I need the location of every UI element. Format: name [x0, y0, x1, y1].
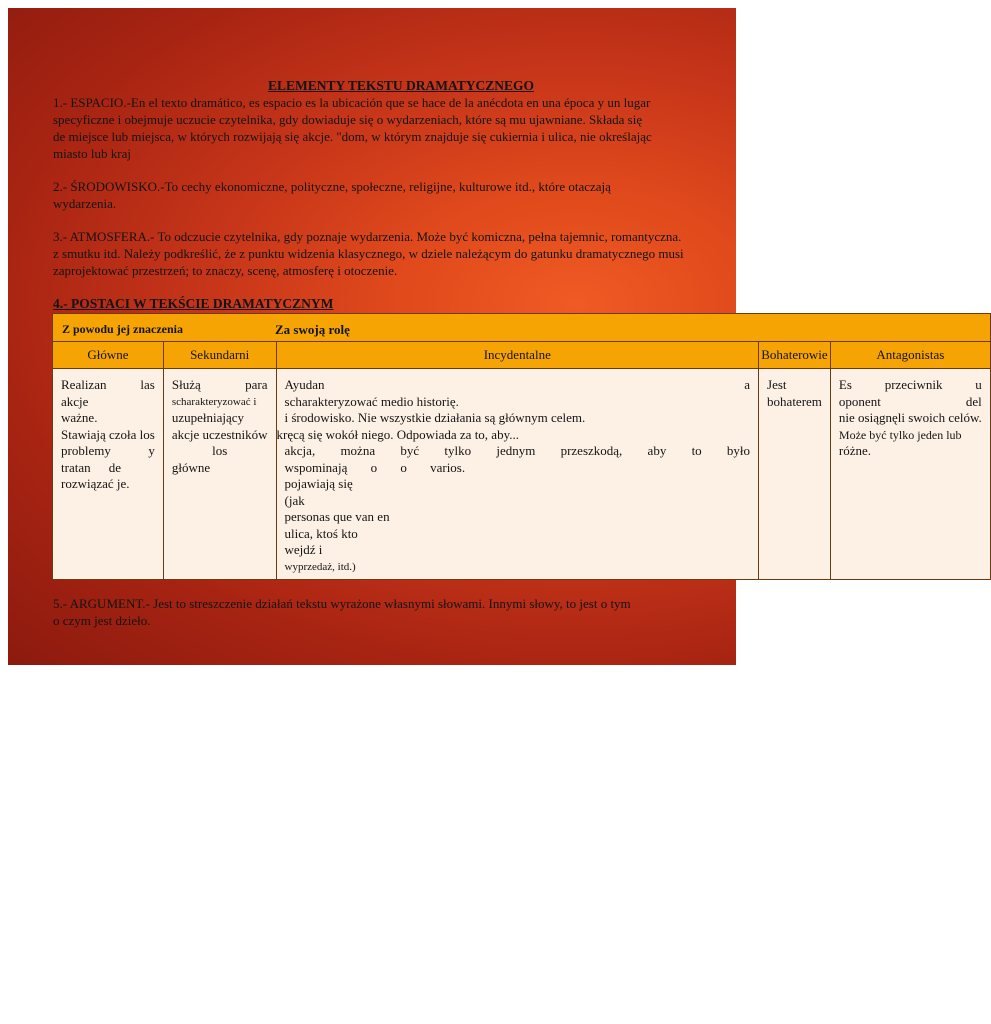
document-title: ELEMENTY TEKSTU DRAMATYCZNEGO	[268, 78, 535, 93]
cell-incydentalne-line: Ayudan a	[284, 377, 751, 392]
group-importance-label: Z powodu jej znaczenia	[62, 322, 183, 336]
cell-glowne-line: rozwiązać je.	[61, 476, 130, 491]
cell-glowne-line: Realizan las	[61, 377, 155, 392]
cell-sekundarni-line: scharakteryzować i	[171, 395, 257, 408]
cell-bohaterowie-line: Jest bohaterem	[767, 377, 822, 409]
cell-antagonistas-line: różne.	[838, 443, 872, 458]
cell-antagonistas-line: nie osiągnęli swoich celów.	[838, 410, 982, 425]
cell-glowne-line: Stawiają czoła los	[61, 426, 155, 442]
cell-antagonistas-line: Es przeciwnik u	[838, 377, 982, 392]
cell-sekundarni-line: uzupełniający	[171, 410, 245, 425]
table-row	[53, 369, 991, 580]
cell-glowne-line: tratan de	[61, 459, 121, 475]
section3-line1: 3.- ATMOSFERA.- To odczucie czytelnika, gdy poznaje wydarzenia. Może być komiczna, pełna tajemnic, romantyczna.	[53, 229, 682, 244]
cell-incydentalne-line: i środowisko. Nie wszystkie działania są głównym celem.	[284, 410, 586, 425]
cell-incydentalne-line: wejdź i	[284, 542, 323, 557]
cell-glowne	[53, 369, 164, 580]
section1-line3: de miejsce lub miejsca, w których rozwijają się akcje. "dom, w którym znajduje się cukiernia i ulica, nie określając	[53, 129, 652, 144]
cell-incydentalne-line: personas que van en	[284, 509, 390, 524]
characters-table	[52, 313, 991, 580]
cell-sekundarni	[163, 369, 276, 580]
section1-line4: miasto lub kraj	[53, 146, 131, 161]
header-sekundarni: Sekundarni	[163, 342, 276, 369]
cell-glowne-line: ważne.	[61, 410, 98, 425]
section5-line1: 5.- ARGUMENT.- Jest to streszczenie działań tekstu wyrażone własnymi słowami. Innymi słowy, to jest o tym	[53, 596, 631, 611]
header-incydentalne: Incydentalne	[276, 342, 759, 369]
section3-line2: z smutku itd. Należy podkreślić, że z punktu widzenia klasycznego, w dziele należącym do gatunku dramatycznego musi	[53, 246, 684, 261]
section2-line2: wydarzenia.	[53, 196, 117, 211]
cell-incydentalne-line: wspominają o o varios.	[284, 459, 466, 475]
cell-incydentalne-line: akcja, można być tylko jednym przeszkodą, aby to było	[284, 443, 751, 458]
cell-sekundarni-line: los	[212, 443, 228, 458]
cell-antagonistas-line: oponent del	[838, 393, 982, 409]
cell-glowne-line: problemy y	[61, 443, 155, 458]
cell-incydentalne-line: pojawiają się	[284, 476, 353, 491]
section1-line1: 1.- ESPACIO.-En el texto dramático, es espacio es la ubicación que se hace de la anécdota en una época y un lugar	[53, 95, 651, 110]
cell-bohaterowie	[759, 369, 831, 580]
section3-line3: zaprojektować przestrzeń; to znaczy, scenę, atmosferę i otoczenie.	[53, 263, 398, 278]
cell-incydentalne-line: (jak	[284, 492, 305, 508]
section1-line2: specyficzne i obejmuje uczucie czytelnika, gdy dowiaduje się o wydarzeniach, które są mu ujawniane. Składa się	[53, 112, 643, 127]
group-importance	[53, 314, 277, 342]
section4-heading: 4.- POSTACI W TEKŚCIE DRAMATYCZNYM	[53, 296, 334, 311]
cell-incydentalne	[276, 369, 759, 580]
cell-antagonistas	[830, 369, 990, 580]
header-bohaterowie: Bohaterowie	[759, 342, 831, 369]
table-header-row	[53, 342, 991, 369]
header-glowne: Główne	[53, 342, 164, 369]
group-role	[276, 314, 990, 342]
section2-line1: 2.- ŚRODOWISKO.-To cechy ekonomiczne, polityczne, społeczne, religijne, kulturowe itd., które otaczają	[53, 179, 611, 194]
group-role-label: Za swoją rolę	[275, 322, 350, 337]
section5-line2: o czym jest dzieło.	[53, 613, 151, 628]
cell-incydentalne-line: ulica, ktoś kto	[284, 525, 358, 541]
cell-incydentalne-line: kręcą się wokół niego. Odpowiada za to, aby...	[276, 426, 519, 442]
header-antagonistas: Antagonistas	[830, 342, 990, 369]
cell-antagonistas-line: Może być tylko jeden lub	[838, 427, 962, 442]
cell-sekundarni-line: Służą para	[171, 377, 268, 392]
cell-incydentalne-line: scharakteryzować medio historię.	[284, 393, 459, 409]
cell-sekundarni-line: akcje uczestników	[171, 426, 268, 442]
cell-sekundarni-line: główne	[171, 459, 211, 475]
cell-glowne-line: akcje	[61, 393, 89, 409]
table-group-row	[53, 314, 991, 342]
cell-incydentalne-line: wyprzedaż, itd.)	[284, 560, 356, 573]
